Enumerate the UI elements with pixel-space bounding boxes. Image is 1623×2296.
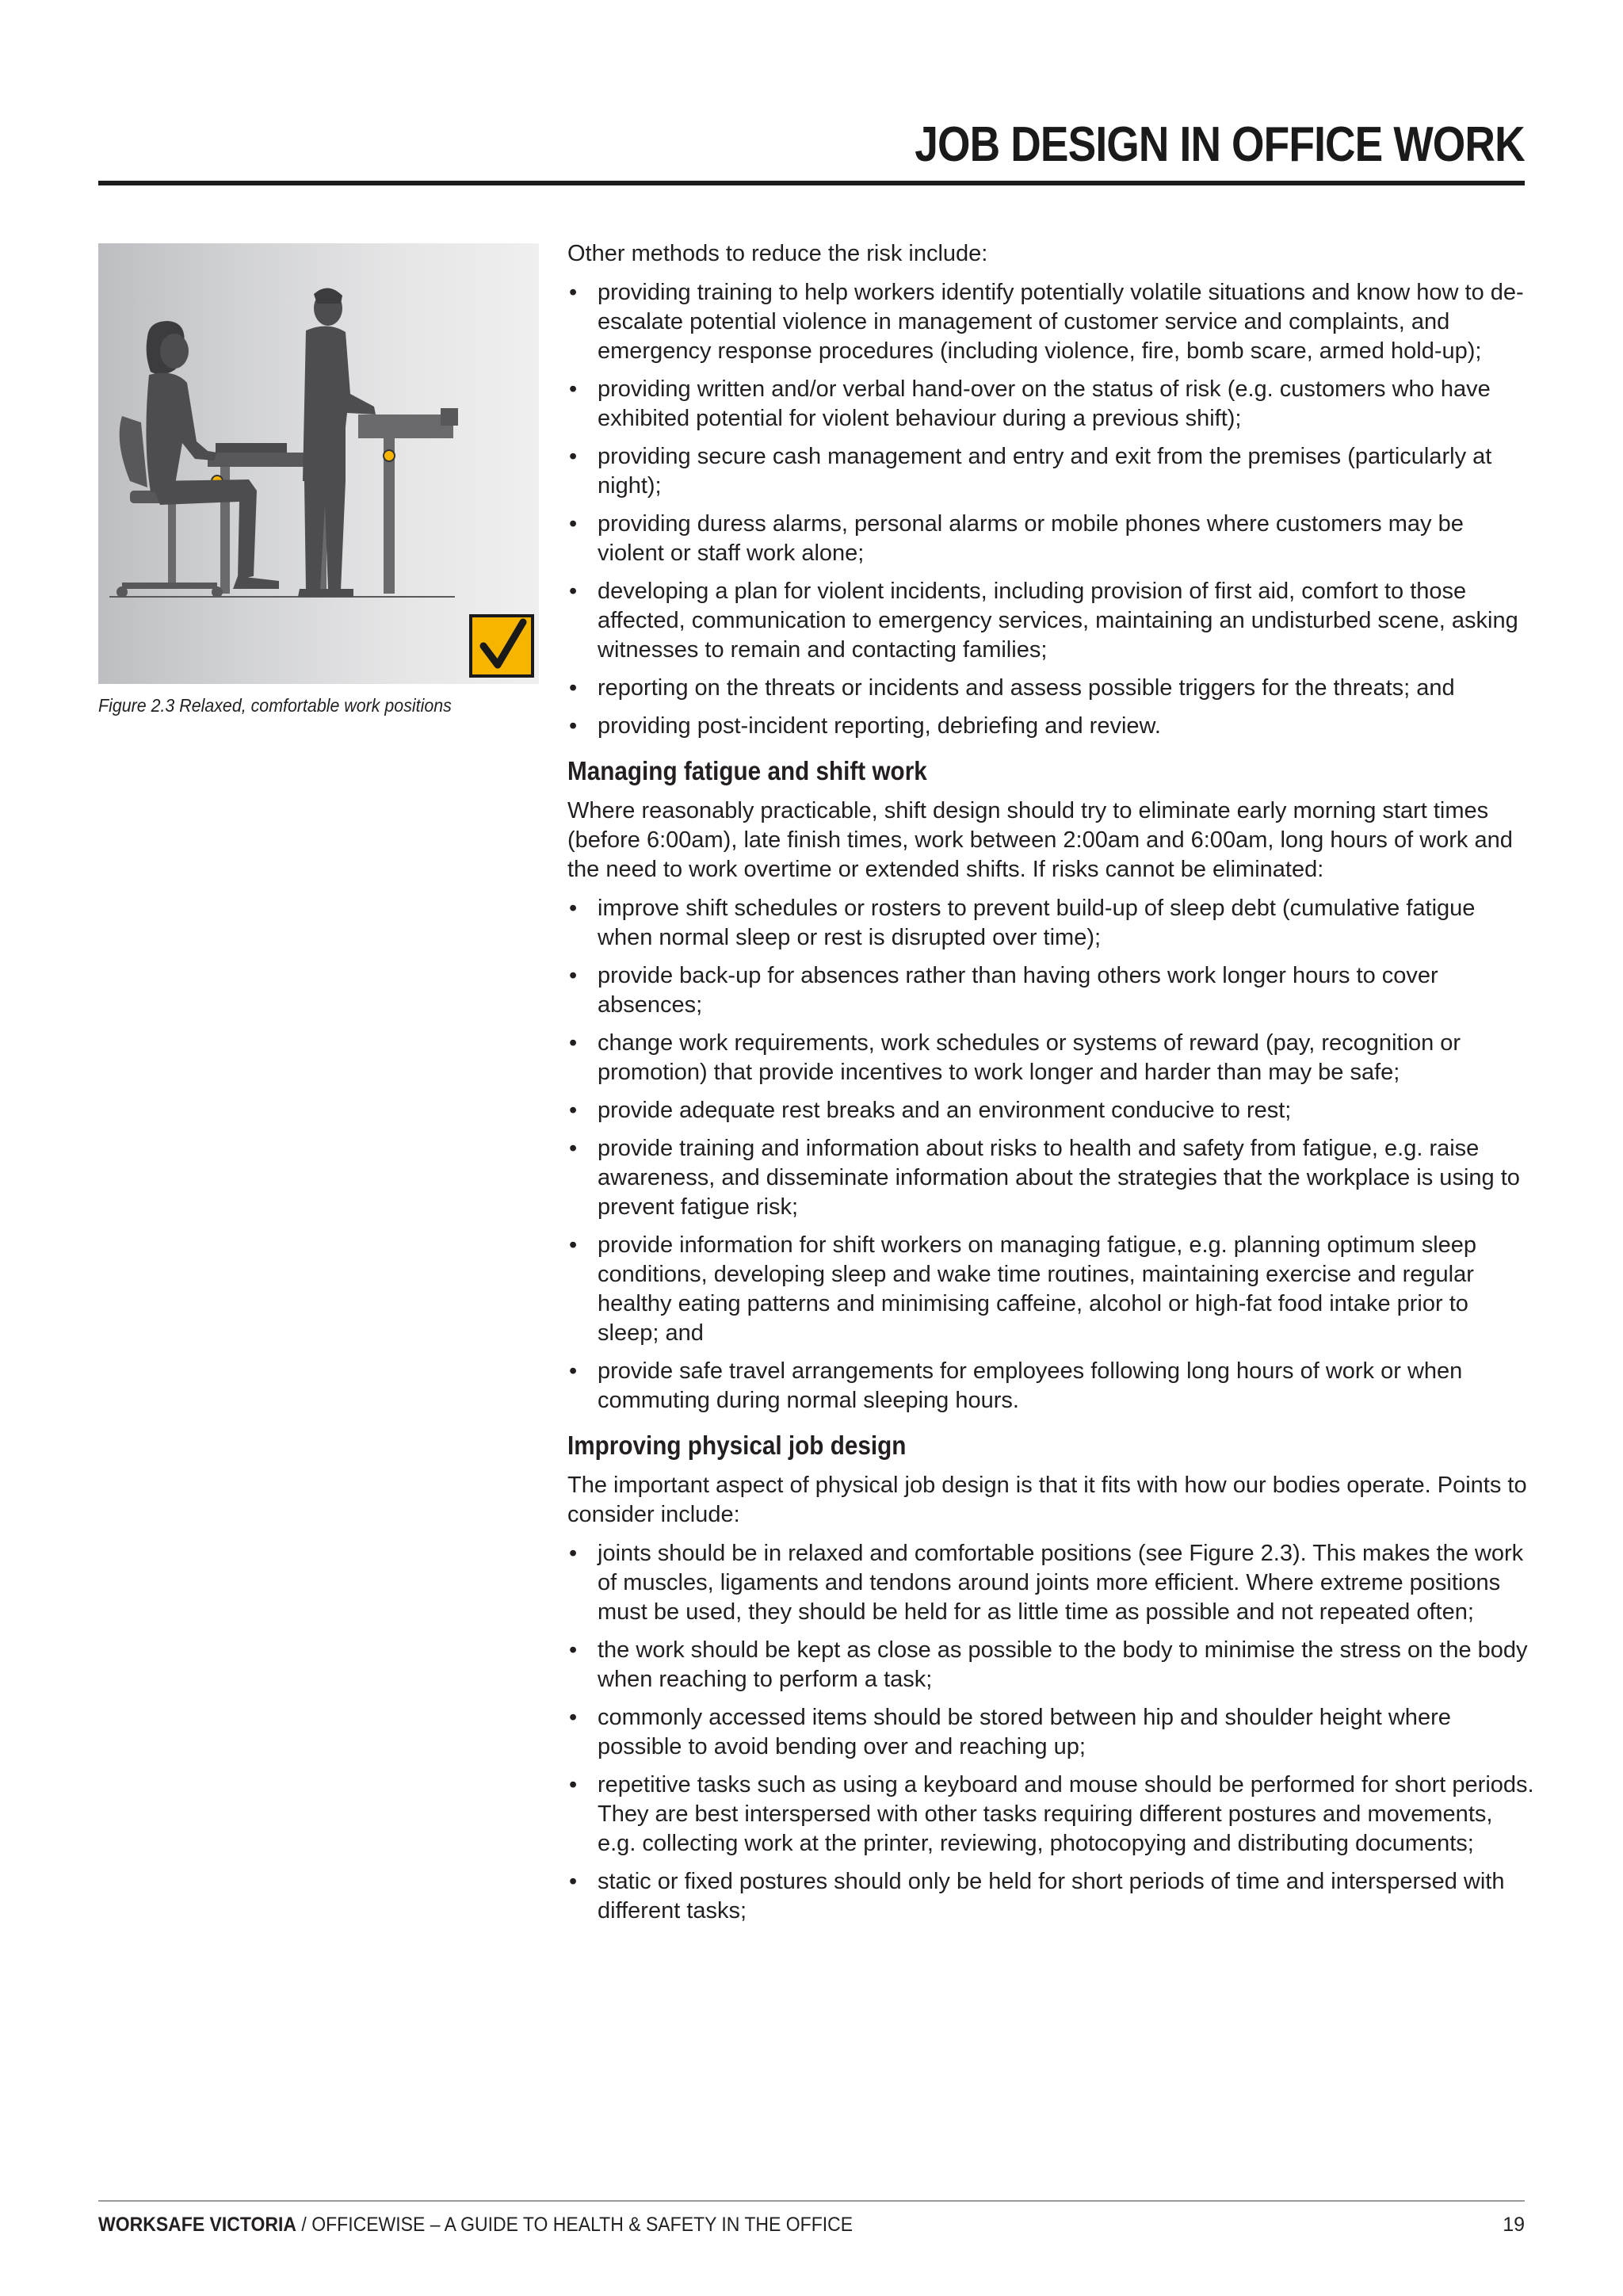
list-item: • developing a plan for violent incidents, including provision of first aid, comfort to those affected, communication to emergency services, maintaining an undisturbed scene, asking witnesses to remain and contacting families; <box>567 577 1534 665</box>
physical-intro-paragraph: The important aspect of physical job design is that it fits with how our bodies operate. Points to consider include: <box>567 1473 1527 1527</box>
man-foot <box>325 589 353 597</box>
woman-head <box>160 334 189 369</box>
man-foot <box>298 589 330 597</box>
list-item: • improve shift schedules or rosters to prevent build-up of sleep debt (cumulative fatigue when normal sleep or rest is disrupted over time); <box>567 894 1534 953</box>
list-item: • providing training to help workers identify potentially volatile situations and know how to de-escalate potential violence in management of customer service and complaints, and emergency response procedures (including violence, fire, bomb scare, armed hold-up); <box>567 278 1534 366</box>
approval-check-badge <box>471 616 533 676</box>
woman-torso <box>146 373 217 492</box>
list-item: • provide adequate rest breaks and an environment conducive to rest; <box>567 1096 1534 1125</box>
list-item: • provide information for shift workers on managing fatigue, e.g. planning optimum sleep conditions, developing sleep and wake time routines, maintaining exercise and regular healthy eating patterns and minimising caffeine, alcohol or high-fat food intake prior to sleep; and <box>567 1231 1534 1348</box>
footer-brand: WORKSAFE VICTORIA <box>98 2214 297 2236</box>
main-content <box>567 239 1534 1935</box>
list-item: • providing post-incident reporting, debriefing and review. <box>567 712 1534 741</box>
page-title: JOB DESIGN IN OFFICE WORK <box>915 117 1525 172</box>
chair-caster <box>212 586 223 598</box>
list-item: • change work requirements, work schedules or systems of reward (pay, recognition or promotion) that provide incentives to work longer and harder than may be safe; <box>567 1029 1534 1087</box>
fatigue-intro-paragraph: Where reasonably practicable, shift design should try to eliminate early morning start times (before 6:00am), late finish times, work between 2:00am and 6:00am, long hours of work and the need to work overtime or extended shifts. If risks cannot be eliminated: <box>567 798 1513 882</box>
man-torso <box>303 326 376 481</box>
page-header <box>98 111 1525 185</box>
list-item: • provide safe travel arrangements for employees following long hours of work or when commuting during normal sleeping hours. <box>567 1357 1534 1415</box>
fatigue-list <box>567 894 1534 1415</box>
figure-caption: Figure 2.3 Relaxed, comfortable work positions <box>98 695 452 716</box>
standing-desk <box>358 408 458 594</box>
list-item: • provide training and information about risks to health and safety from fatigue, e.g. raise awareness, and disseminate information about the strategies that the workplace is using to prevent fatigue risk; <box>567 1134 1534 1222</box>
standing-desk-height-knob <box>384 450 395 461</box>
chair-caster <box>116 586 128 598</box>
list-item: • static or fixed postures should only be held for short periods of time and interspersed with different tasks; <box>567 1867 1534 1926</box>
list-item: • reporting on the threats or incidents and assess possible triggers for the threats; and <box>567 674 1534 703</box>
footer-text <box>98 2214 853 2237</box>
list-item: • providing written and/or verbal hand-over on the status of risk (e.g. customers who have exhibited potential for violent behaviour during a previous shift); <box>567 375 1534 434</box>
standing-desk-top <box>358 415 453 438</box>
list-item: • joints should be in relaxed and comfortable positions (see Figure 2.3). This makes the work of muscles, ligaments and tendons around joints more efficient. Where extreme positions must be used, they should be held for as little time as possible and not repeated often; <box>567 1539 1534 1627</box>
section-heading-fatigue: Managing fatigue and shift work <box>567 756 927 785</box>
list-item: • commonly accessed items should be stored between hip and shoulder height where possible to avoid bending over and reaching up; <box>567 1703 1534 1762</box>
figure-illustration <box>98 243 539 684</box>
list-item: • providing duress alarms, personal alarms or mobile phones where customers may be violent or staff work alone; <box>567 510 1534 568</box>
footer-title: OFFICEWISE – A GUIDE TO HEALTH & SAFETY IN THE OFFICE <box>311 2214 854 2236</box>
list-item: • the work should be kept as close as possible to the body to minimise the stress on the body when reaching to perform a task; <box>567 1636 1534 1694</box>
section-heading-physical: Improving physical job design <box>567 1431 907 1460</box>
woman-feet <box>233 576 279 589</box>
footer-separator: / <box>296 2214 312 2236</box>
list-item: • repetitive tasks such as using a keyboard and mouse should be performed for short periods. They are best interspersed with other tasks requiring different postures and movements, e.g. collecting work at the printer, reviewing, photocopying and distributing documents; <box>567 1771 1534 1859</box>
intro-paragraph: Other methods to reduce the risk include: <box>567 241 988 266</box>
chair-back <box>120 416 147 487</box>
woman-legs <box>151 479 257 579</box>
figure-2-3 <box>98 243 539 716</box>
list-item: • provide back-up for absences rather than having others work longer hours to cover absences; <box>567 961 1534 1020</box>
chair-post <box>168 503 176 586</box>
physical-list <box>567 1539 1534 1926</box>
page-number: 19 <box>1503 2214 1525 2236</box>
standing-man <box>298 288 376 597</box>
list-item: • providing secure cash management and entry and exit from the premises (particularly at night); <box>567 442 1534 501</box>
risk-methods-list <box>567 278 1534 741</box>
workstation-illustration <box>98 243 539 684</box>
man-hair <box>314 288 342 304</box>
footer-rule <box>98 2200 1525 2202</box>
keyboard <box>216 443 287 453</box>
standing-desk-monitor-edge <box>441 408 458 426</box>
